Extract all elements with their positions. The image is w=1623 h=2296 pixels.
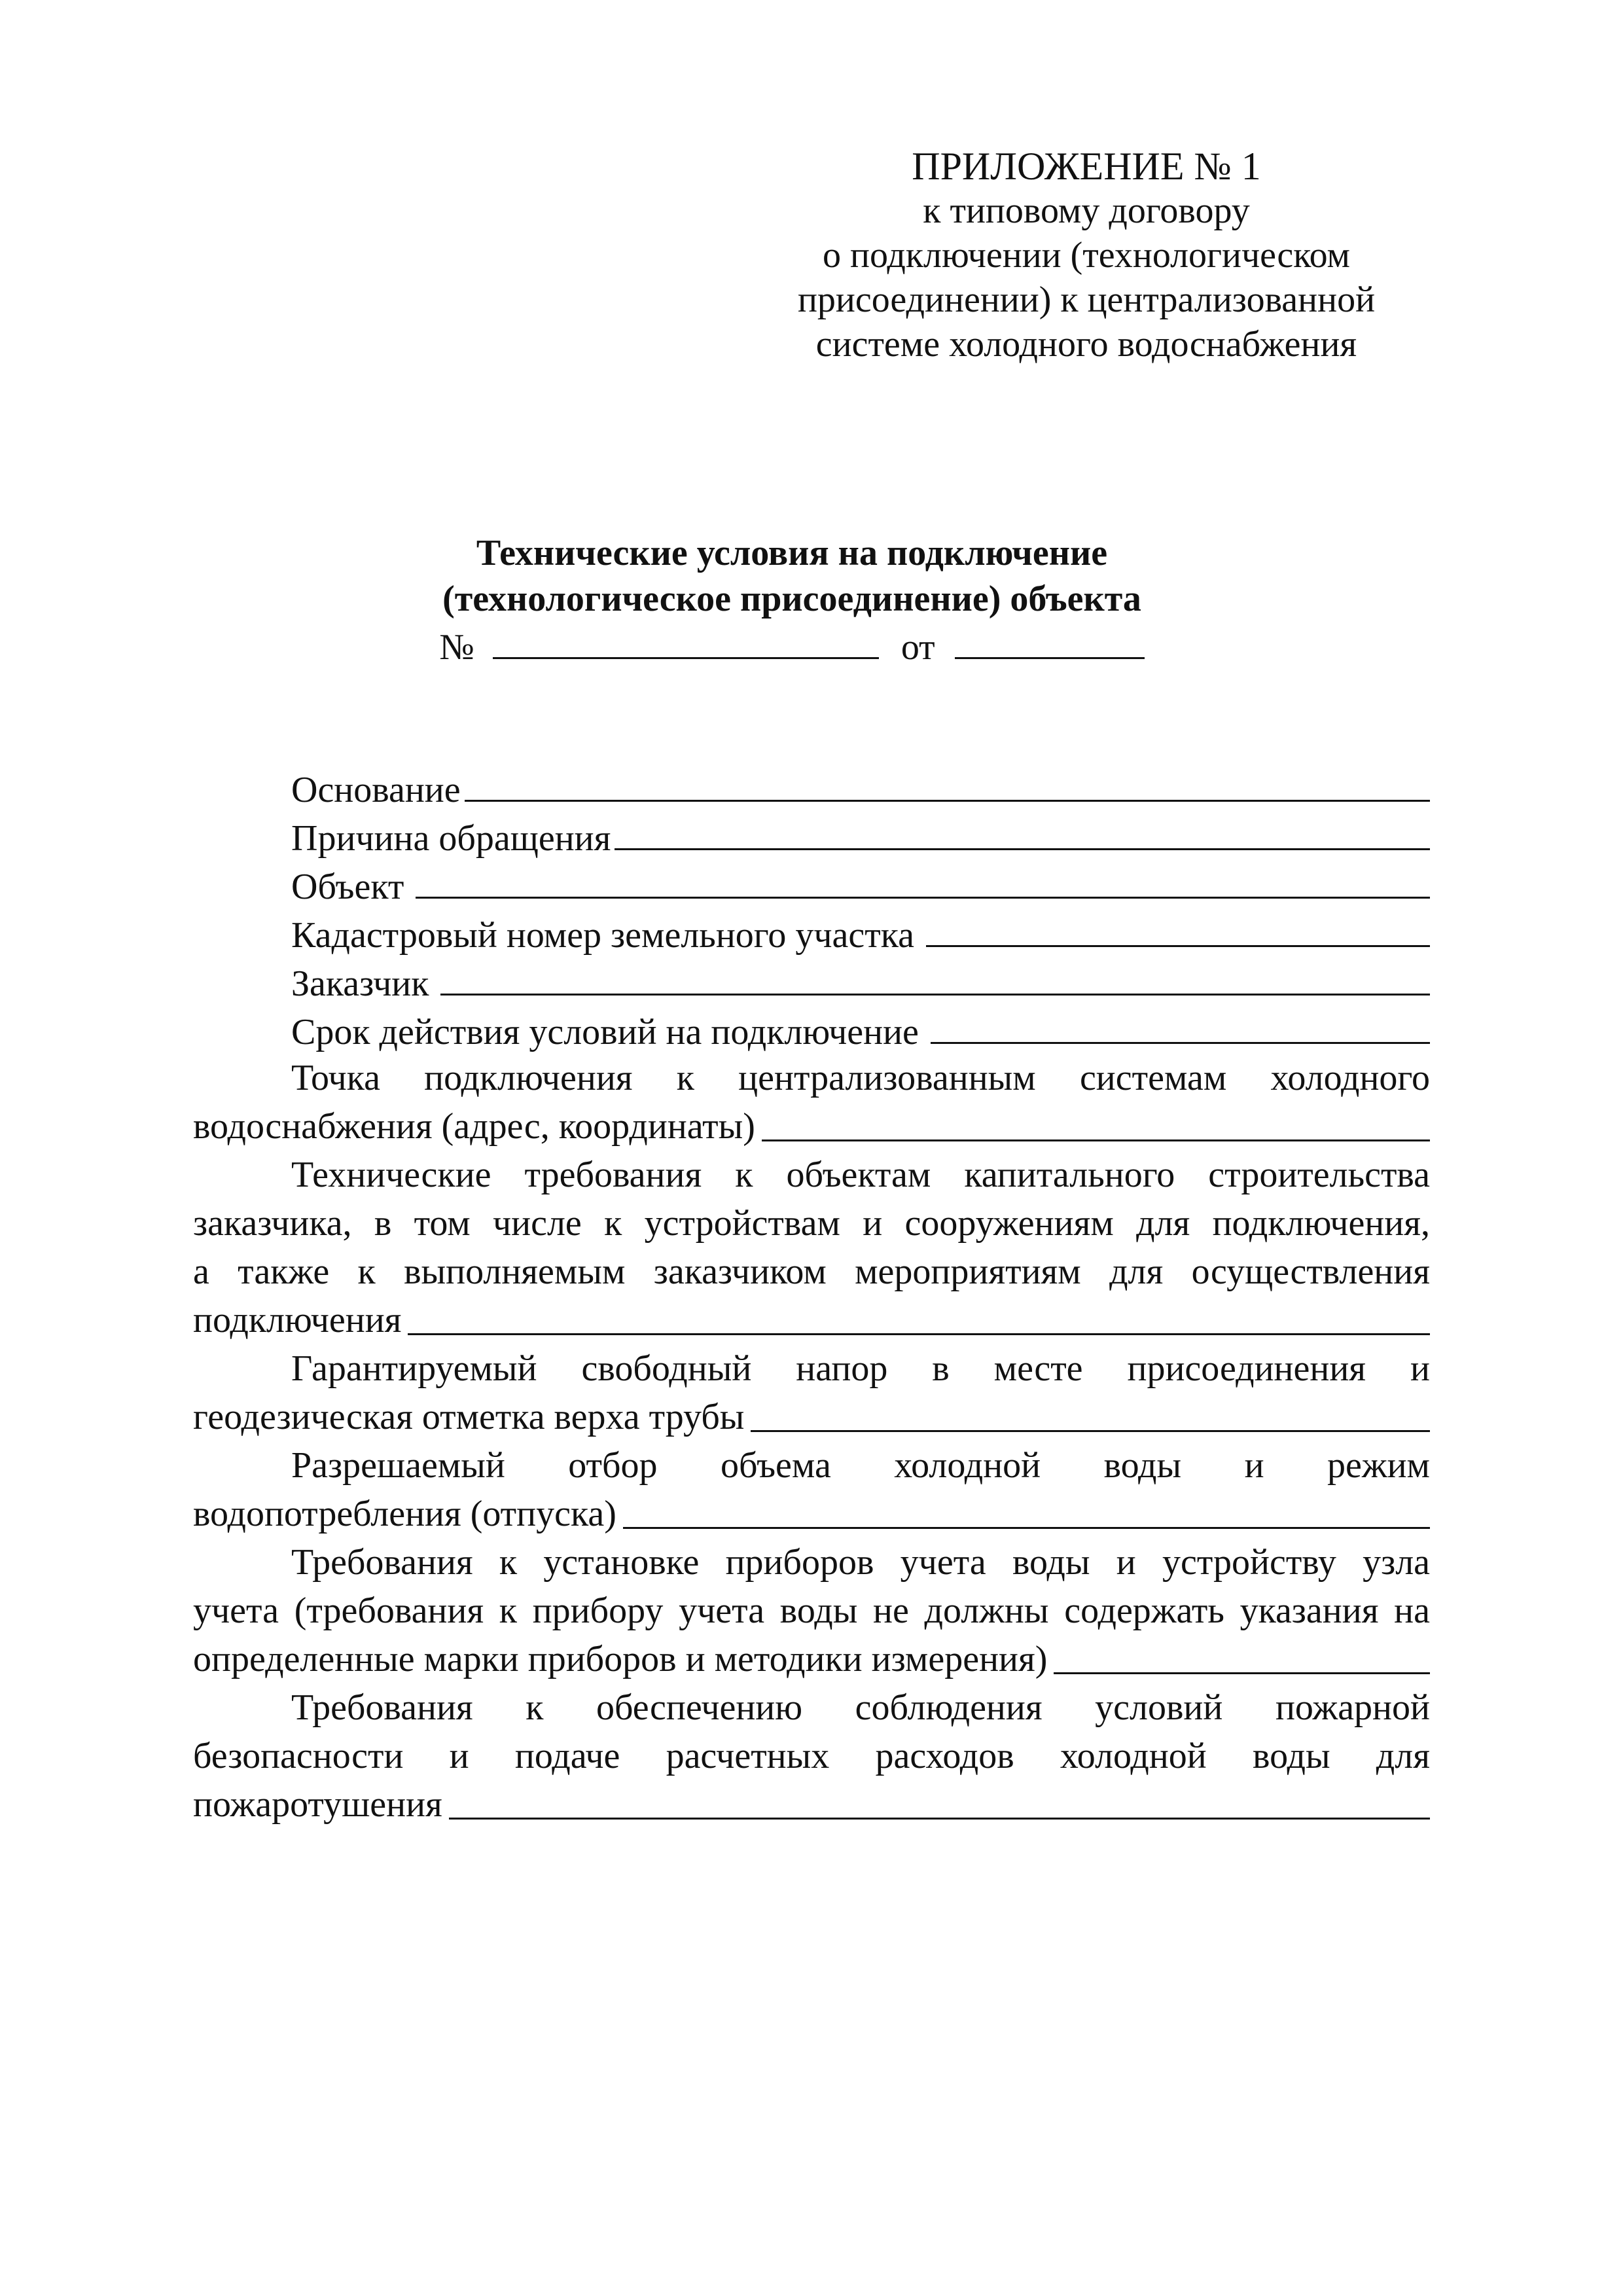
field-basis xyxy=(291,762,1430,811)
field-blank[interactable] xyxy=(449,1818,1430,1820)
paragraph-line: определенные марки приборов и методики измерения) xyxy=(193,1639,1048,1679)
number-label: № xyxy=(439,627,474,668)
field-label: Кадастровый номер земельного участка xyxy=(291,915,914,956)
appendix-title: ПРИЛОЖЕНИЕ № 1 xyxy=(912,145,1261,188)
appendix-line: системе холодного водоснабжения xyxy=(815,324,1357,365)
paragraph-fire-safety xyxy=(193,1683,1430,1829)
field-blank[interactable] xyxy=(615,848,1430,850)
paragraph-water-consumption xyxy=(193,1441,1430,1538)
paragraph-last-line xyxy=(193,1635,1430,1683)
paragraph-pressure xyxy=(193,1344,1430,1441)
title-line-2: (технологическое присоединение) объекта xyxy=(442,579,1141,619)
field-blank[interactable] xyxy=(440,994,1430,996)
paragraph-line: учета (требования к прибору учета воды не должны содержать указания на xyxy=(193,1590,1430,1631)
field-blank[interactable] xyxy=(751,1430,1430,1432)
paragraph-last-line xyxy=(193,1296,1430,1344)
paragraph-line: водопотребления (отпуска) xyxy=(193,1494,616,1534)
number-date-line xyxy=(196,623,1387,670)
field-blank[interactable] xyxy=(623,1527,1430,1529)
paragraph-line: геодезическая отметка верха трубы xyxy=(193,1397,745,1437)
paragraph-line: Требования к обеспечению соблюдения условий пожарной xyxy=(291,1687,1430,1728)
paragraph-line: Разрешаемый отбор объема холодной воды и режим xyxy=(291,1445,1430,1486)
appendix-line: присоединении) к централизованной xyxy=(797,279,1376,320)
field-label: Причина обращения xyxy=(291,818,611,859)
title-line-1: Технические условия на подключение xyxy=(476,533,1108,573)
paragraph-line: Гарантируемый свободный напор в месте присоединения и xyxy=(291,1348,1430,1389)
paragraph-line: водоснабжения (адрес, координаты) xyxy=(193,1106,755,1147)
paragraph-line: безопасности и подаче расчетных расходов холодной воды для xyxy=(193,1736,1430,1776)
field-blank[interactable] xyxy=(926,945,1430,947)
field-blank[interactable] xyxy=(762,1139,1430,1141)
paragraph-last-line xyxy=(193,1490,1430,1538)
field-blank[interactable] xyxy=(416,897,1430,899)
paragraph-last-line xyxy=(193,1780,1430,1829)
date-label: от xyxy=(901,627,935,668)
paragraph-metering xyxy=(193,1538,1430,1683)
paragraph-technical-requirements xyxy=(193,1151,1430,1344)
number-blank[interactable] xyxy=(493,623,879,659)
field-object xyxy=(291,859,1430,908)
field-label: Срок действия условий на подключение xyxy=(291,1012,919,1052)
paragraph-line: заказчика, в том числе к устройствам и сооружениям для подключения, xyxy=(193,1203,1430,1244)
appendix-line: к типовому договору xyxy=(923,190,1250,231)
form-fields xyxy=(291,762,1430,1053)
field-label: Заказчик xyxy=(291,963,429,1004)
field-label: Объект xyxy=(291,867,404,907)
paragraph-connection-point xyxy=(193,1054,1430,1151)
appendix-line: о подключении (технологическом xyxy=(823,235,1350,276)
paragraph-line: Требования к установке приборов учета воды и устройству узла xyxy=(291,1542,1430,1583)
appendix-header xyxy=(753,144,1420,367)
field-blank[interactable] xyxy=(1054,1672,1430,1674)
field-customer xyxy=(291,956,1430,1005)
document-title xyxy=(196,530,1387,622)
field-label: Основание xyxy=(291,770,461,810)
requirement-paragraphs xyxy=(193,1054,1430,1829)
field-cadastral xyxy=(291,908,1430,956)
field-blank[interactable] xyxy=(931,1042,1430,1044)
field-blank[interactable] xyxy=(408,1333,1430,1335)
date-blank[interactable] xyxy=(955,623,1145,659)
field-validity xyxy=(291,1005,1430,1053)
paragraph-line: Технические требования к объектам капитального строительства xyxy=(291,1155,1430,1195)
field-blank[interactable] xyxy=(465,800,1430,802)
paragraph-line: а также к выполняемым заказчиком мероприятиям для осуществления xyxy=(193,1251,1430,1292)
paragraph-line: Точка подключения к централизованным системам холодного xyxy=(291,1058,1430,1098)
paragraph-last-line xyxy=(193,1393,1430,1441)
field-reason xyxy=(291,811,1430,859)
paragraph-line: подключения xyxy=(193,1300,402,1340)
paragraph-last-line xyxy=(193,1102,1430,1151)
paragraph-line: пожаротушения xyxy=(193,1784,442,1825)
